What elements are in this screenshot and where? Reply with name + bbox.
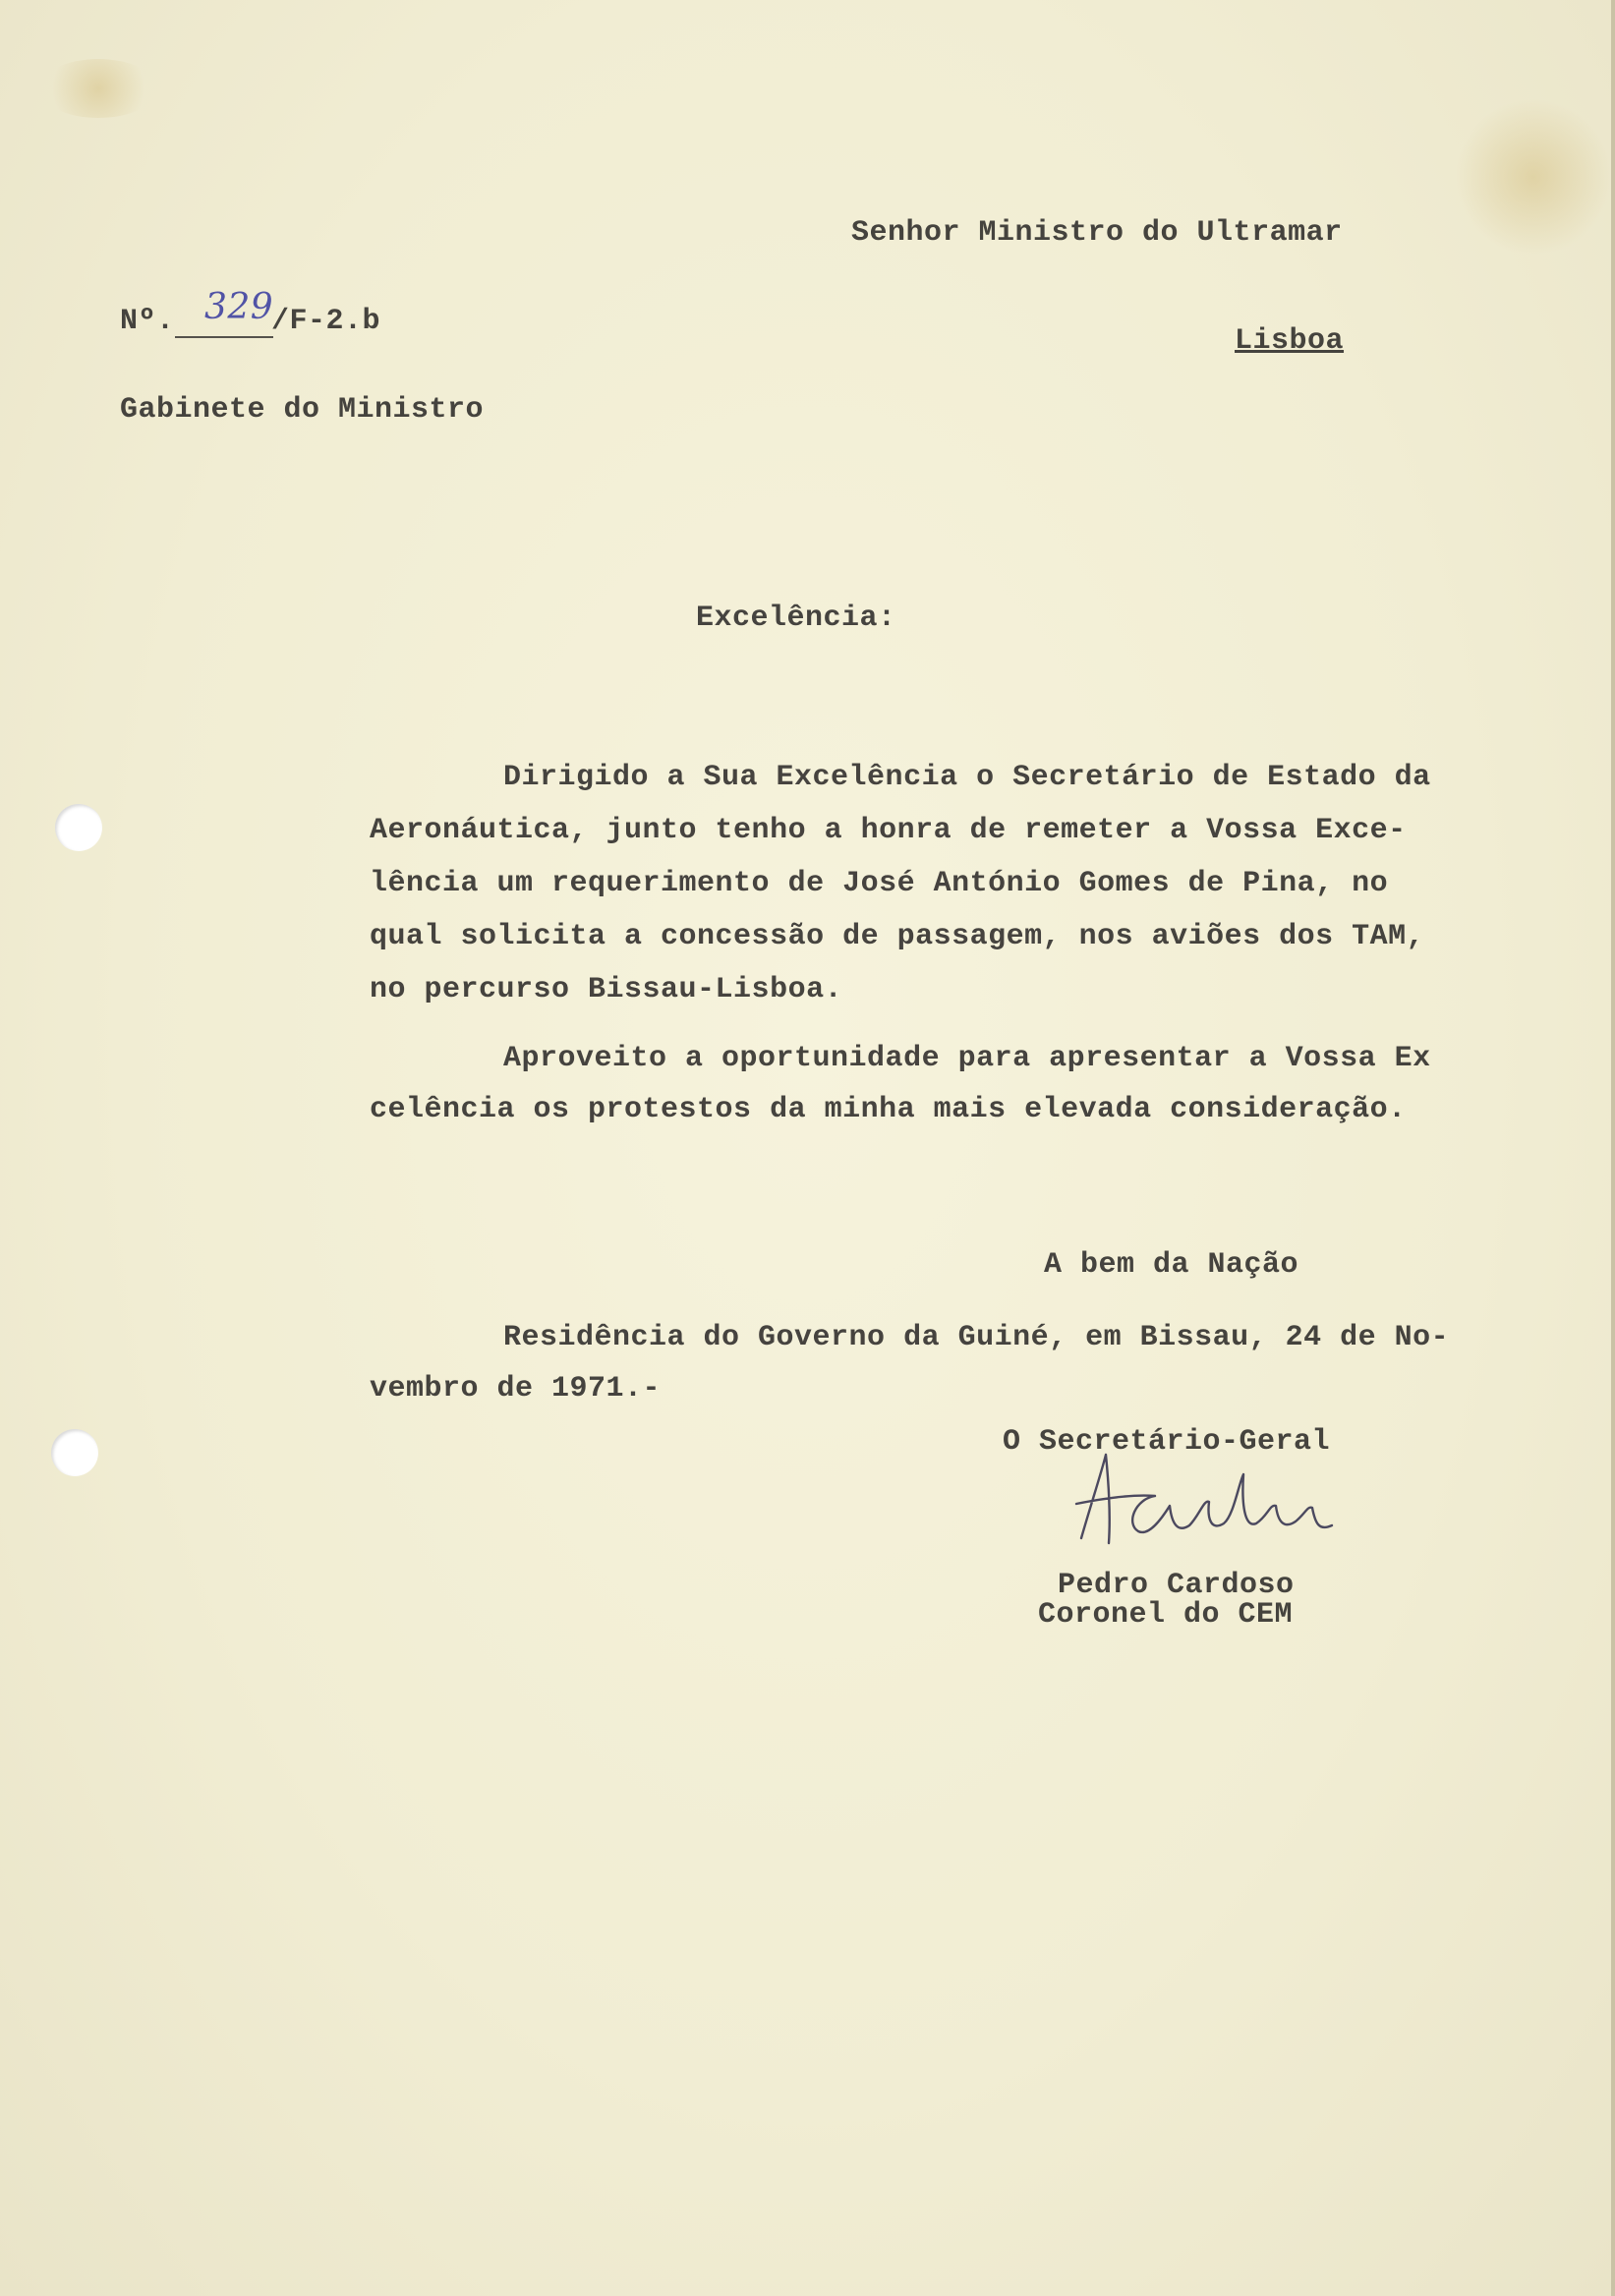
body-line: Aeronáutica, junto tenho a honra de remeter a Vossa Exce- (370, 814, 1407, 847)
body-line: no percurso Bissau-Lisboa. (370, 973, 843, 1006)
reference-suffix: /F-2.b (271, 305, 381, 338)
reference-underline (175, 336, 273, 338)
city-line: Lisboa (1235, 324, 1345, 358)
body-line: Dirigido a Sua Excelência o Secretário de Estado da (503, 761, 1431, 794)
page-edge (1611, 0, 1615, 2296)
punch-hole-bottom (51, 1429, 98, 1476)
body-line: qual solicita a concessão de passagem, nos aviões dos TAM, (370, 920, 1425, 953)
reference-number: 329 (204, 287, 274, 327)
department-line: Gabinete do Ministro (120, 393, 485, 427)
signer-rank: Coronel do CEM (1038, 1598, 1294, 1632)
body-line: celência os protestos da minha mais elevada consideração. (370, 1093, 1407, 1126)
signer-title: O Secretário-Geral (1003, 1425, 1331, 1459)
signature (1062, 1445, 1347, 1553)
body-line: lência um requerimento de José António Gomes de Pina, no (370, 867, 1389, 900)
closing-motto: A bem da Nação (1044, 1248, 1299, 1282)
signer-name: Pedro Cardoso (1058, 1569, 1295, 1602)
salutation: Excelência: (696, 602, 896, 635)
punch-hole-top (55, 804, 102, 851)
body-line: Aproveito a oportunidade para apresentar a Vossa Ex (503, 1042, 1431, 1075)
paper-stain (39, 59, 157, 118)
reference-prefix: Nº. (120, 305, 175, 338)
place-date-line: vembro de 1971.- (370, 1372, 662, 1406)
recipient-line: Senhor Ministro do Ultramar (851, 216, 1343, 250)
paper-stain (1455, 98, 1612, 256)
place-date-line: Residência do Governo da Guiné, em Bissau, 24 de No- (503, 1321, 1450, 1354)
